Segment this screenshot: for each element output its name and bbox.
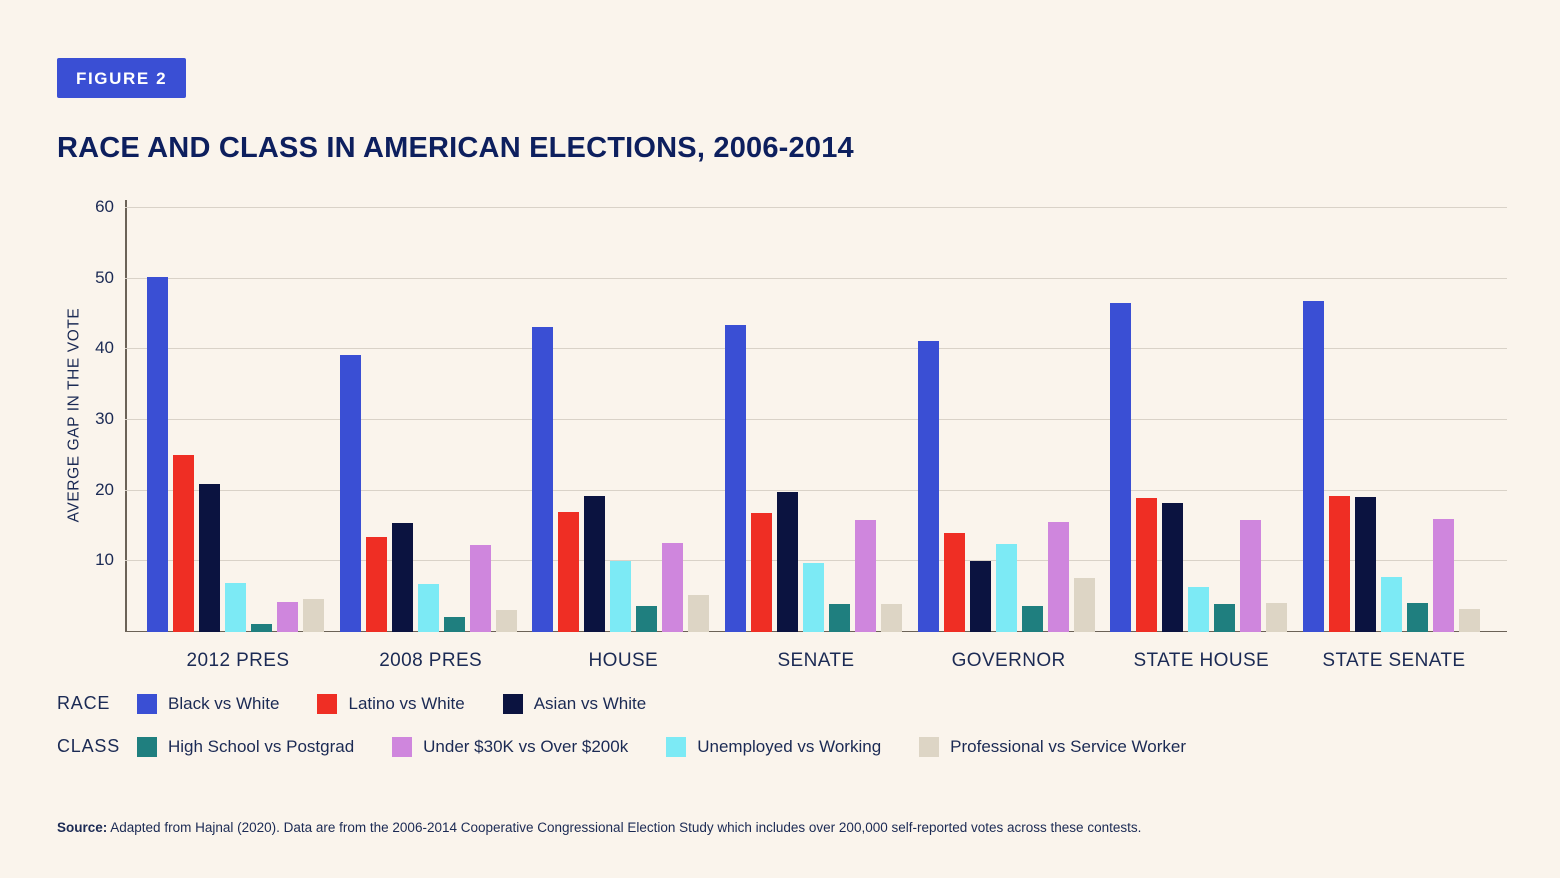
bar	[1407, 603, 1428, 632]
y-tick-label-10: 10	[95, 550, 114, 570]
bar	[881, 604, 902, 632]
bar	[558, 512, 579, 632]
legend-swatch-icon	[666, 737, 686, 757]
race-legend-item[interactable]	[503, 694, 646, 714]
bar	[470, 545, 491, 632]
bar	[584, 496, 605, 632]
class-legend-item[interactable]	[392, 737, 628, 757]
bar	[636, 606, 657, 632]
bar	[918, 341, 939, 632]
bar	[610, 561, 631, 632]
legend-label: Latino vs White	[348, 693, 465, 713]
legend-swatch-icon	[919, 737, 939, 757]
figure-number-badge: FIGURE 2	[57, 58, 186, 98]
bar-group	[1110, 208, 1292, 671]
bar	[1136, 498, 1157, 632]
bar	[1188, 587, 1209, 632]
bar	[1074, 578, 1095, 632]
page-title: RACE AND CLASS IN AMERICAN ELECTIONS, 2006-2014	[57, 132, 854, 164]
legend-swatch-icon	[317, 694, 337, 714]
bar	[1214, 604, 1235, 632]
bar	[1433, 519, 1454, 632]
source-note	[57, 820, 1141, 835]
x-tick-label: STATE SENATE	[1322, 650, 1466, 671]
y-tick-label-60: 60	[95, 197, 114, 216]
bar	[855, 520, 876, 632]
y-tick-label-30: 30	[95, 409, 114, 428]
bar	[340, 355, 361, 632]
chart-legend	[57, 693, 1507, 779]
bar-group	[725, 208, 907, 671]
bar	[662, 543, 683, 632]
x-tick-label: 2008 PRES	[379, 650, 483, 671]
bar	[173, 455, 194, 632]
legend-title-race: RACE	[57, 693, 111, 713]
bar	[277, 602, 298, 632]
plot-canvas	[95, 197, 1507, 671]
class-legend-item[interactable]	[666, 737, 881, 757]
bar	[777, 492, 798, 632]
x-tick-label: GOVERNOR	[951, 650, 1066, 671]
bar	[688, 595, 709, 632]
x-tick-label: 2012 PRES	[186, 650, 290, 671]
x-tick-label: SENATE	[777, 650, 855, 671]
x-tick-label: STATE HOUSE	[1133, 650, 1270, 671]
bar	[366, 537, 387, 632]
y-tick-label-20: 20	[95, 479, 114, 499]
legend-row-class	[57, 736, 1507, 757]
legend-swatch-icon	[137, 694, 157, 714]
bar	[1048, 522, 1069, 632]
bar	[532, 327, 553, 632]
bar-groups	[125, 208, 1507, 671]
legend-swatch-icon	[137, 737, 157, 757]
bar	[496, 610, 517, 632]
y-axis-title	[63, 200, 85, 630]
legend-label: Professional vs Service Worker	[950, 736, 1187, 756]
legend-label: Unemployed vs Working	[697, 736, 882, 756]
bar	[803, 563, 824, 632]
bar	[1303, 301, 1324, 632]
race-legend-item[interactable]	[137, 694, 279, 714]
legend-label: Black vs White	[168, 693, 280, 713]
legend-items-class	[137, 737, 1224, 757]
bar	[199, 484, 220, 632]
bar	[1381, 577, 1402, 632]
bar	[147, 277, 168, 632]
legend-label: Under $30K vs Over $200k	[423, 736, 629, 756]
y-tick-label-50: 50	[95, 267, 114, 287]
race-legend-item[interactable]	[317, 694, 464, 714]
y-tick-label-40: 40	[95, 338, 114, 358]
legend-swatch-icon	[392, 737, 412, 757]
source-label: Source:	[57, 820, 108, 835]
bar	[725, 325, 746, 632]
bar	[303, 599, 324, 632]
bar	[225, 583, 246, 632]
bar	[1266, 603, 1287, 632]
bar	[970, 561, 991, 632]
y-axis-title-text: AVERGE GAP IN THE VOTE	[65, 307, 83, 523]
bar-group	[147, 208, 329, 671]
legend-label: High School vs Postgrad	[168, 736, 355, 756]
bar	[944, 533, 965, 632]
legend-items-race	[137, 694, 684, 714]
legend-swatch-icon	[503, 694, 523, 714]
bar	[251, 624, 272, 632]
chart-area	[57, 197, 1507, 671]
bar-group	[340, 208, 522, 671]
bar	[1355, 497, 1376, 632]
bar	[996, 544, 1017, 632]
bar	[1110, 303, 1131, 632]
class-legend-item[interactable]	[919, 737, 1186, 757]
bar	[751, 513, 772, 632]
bar	[1162, 503, 1183, 632]
bar	[1329, 496, 1350, 632]
bar	[829, 604, 850, 632]
bar	[1459, 609, 1480, 632]
x-tick-label: HOUSE	[588, 650, 659, 671]
bar	[418, 584, 439, 632]
bar	[392, 523, 413, 632]
legend-row-race	[57, 693, 1507, 714]
source-text: Adapted from Hajnal (2020). Data are from the 2006-2014 Cooperative Congressional Election Study which includes over 200,000 self-reported votes across these contests.	[107, 820, 1142, 835]
legend-title-class: CLASS	[57, 736, 121, 756]
legend-label: Asian vs White	[533, 693, 647, 713]
bar	[1022, 606, 1043, 632]
bar	[444, 617, 465, 632]
bar-group	[532, 208, 714, 671]
bar-group	[1303, 208, 1485, 671]
bar	[1240, 520, 1261, 632]
bar-group	[918, 208, 1100, 671]
class-legend-item[interactable]	[137, 737, 354, 757]
